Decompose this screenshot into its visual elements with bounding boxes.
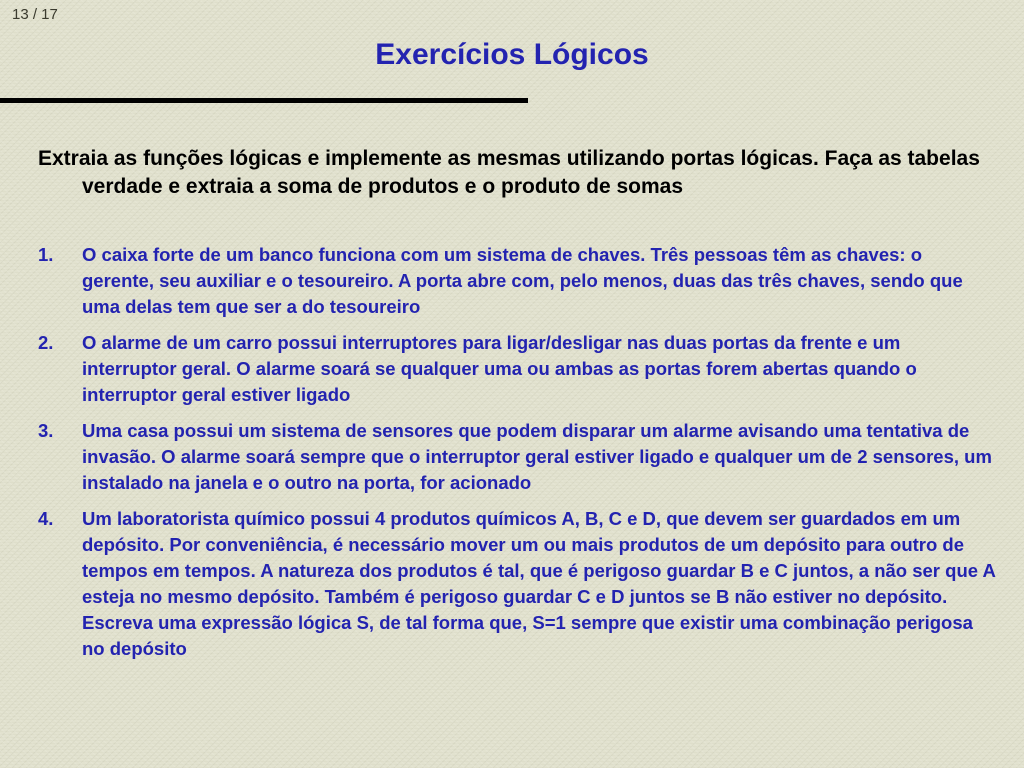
exercise-item-3 — [38, 418, 998, 496]
exercise-item-1 — [38, 242, 998, 320]
slide-title: Exercícios Lógicos — [375, 38, 649, 71]
exercise-list — [38, 242, 998, 672]
exercise-item-2 — [38, 330, 998, 408]
exercise-number: 1. — [38, 244, 54, 265]
exercise-text: Um laboratorista químico possui 4 produtos químicos A, B, C e D, que devem ser guardados em um depósito. Por conveniência, é necessário mover um ou mais produtos de um depósito para outro de tempos em tempos. A natureza dos produtos é tal, que é perigoso guardar B e C juntos, a não ser que A esteja no mesmo depósito. Também é perigoso guardar C e D juntos se B não estiver no depósito. Escreva uma expressão lógica S, de tal forma que, S=1 sempre que existir uma combinação perigosa no depósito — [82, 508, 996, 659]
slide-counter: 13 / 17 — [12, 6, 58, 23]
exercise-number: 2. — [38, 332, 54, 353]
exercise-text: Uma casa possui um sistema de sensores que podem disparar um alarme avisando uma tentativa de invasão. O alarme soará sempre que o interruptor geral estiver ligado e qualquer um de 2 sensores, um instalado na janela e o outro na porta, for acionado — [82, 420, 992, 493]
exercise-number: 4. — [38, 508, 54, 529]
exercise-text: O caixa forte de um banco funciona com um sistema de chaves. Três pessoas têm as chaves: o gerente, seu auxiliar e o tesoureiro. A porta abre com, pelo menos, duas das três chaves, sendo que uma delas tem que ser a do tesoureiro — [82, 244, 963, 317]
exercise-text: O alarme de um carro possui interruptores para ligar/desligar nas duas portas da frente e um interruptor geral. O alarme soará se qualquer uma ou ambas as portas forem abertas quando o interruptor geral estiver ligado — [82, 332, 917, 405]
intro-paragraph: Extraia as funções lógicas e implemente as mesmas utilizando portas lógicas. Faça as tabelas verdade e extraia a soma de produtos e o produto de somas — [38, 147, 980, 198]
exercise-item-4 — [38, 506, 998, 662]
exercise-number: 3. — [38, 420, 54, 441]
title-underline — [0, 98, 528, 103]
